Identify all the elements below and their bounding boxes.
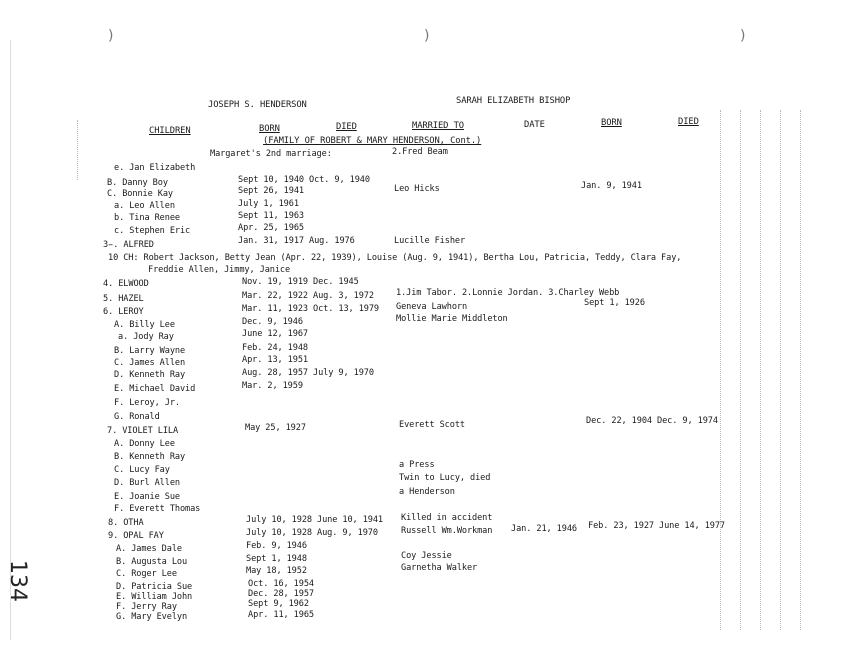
col-date: DATE xyxy=(524,120,545,130)
child-dates: May 25, 1927 xyxy=(245,423,306,433)
child-entry: C. Roger Lee xyxy=(116,569,177,579)
child-entry: F. Everett Thomas xyxy=(114,504,201,514)
child-entry: D. Kenneth Ray xyxy=(114,370,186,380)
child-dates: Mar. 11, 1923 Oct. 13, 1979 xyxy=(242,304,379,314)
spouse-name: 1.Jim Tabor. 2.Lonnie Jordan. 3.Charley Webb xyxy=(396,288,620,298)
child-dates: May 18, 1952 xyxy=(246,566,307,576)
spouse-name: Leo Hicks xyxy=(394,184,440,194)
child-dates: Apr. 13, 1951 xyxy=(242,355,308,365)
husband-name: JOSEPH S. HENDERSON xyxy=(208,100,307,110)
scan-dots xyxy=(77,120,78,180)
child-entry: 5. HAZEL xyxy=(103,294,144,304)
scan-mark: ) xyxy=(108,28,114,44)
spouse-dates: Sept 1, 1926 xyxy=(584,298,645,308)
margaret-spouse: 2.Fred Beam xyxy=(392,147,448,157)
child-dates: July 10, 1928 Aug. 9, 1970 xyxy=(246,528,378,538)
child-entry: E. Michael David xyxy=(114,384,196,394)
child-entry: A. Billy Lee xyxy=(114,320,175,330)
col-born-spouse: BORN xyxy=(601,118,622,128)
child-entry: A. James Dale xyxy=(116,544,182,554)
scan-mark: ) xyxy=(424,28,430,44)
spouse-name: Everett Scott xyxy=(399,420,465,430)
col-died: DIED xyxy=(336,122,357,132)
page-number: 134 xyxy=(5,560,30,602)
col-born: BORN xyxy=(259,124,280,134)
child-entry: 8. OTHA xyxy=(108,518,144,528)
scan-edge xyxy=(10,40,11,640)
child-entry: 9. OPAL FAY xyxy=(108,531,164,541)
spouse-name: Geneva Lawhorn xyxy=(396,302,468,312)
child-entry: A. Donny Lee xyxy=(114,439,175,449)
child-entry: a. Jody Ray xyxy=(118,332,174,342)
child-entry: E. Joanie Sue xyxy=(114,492,180,502)
child-entry: G. Mary Evelyn xyxy=(116,612,188,622)
child-entry: e. Jan Elizabeth xyxy=(114,163,196,173)
margaret-note: Margaret's 2nd marriage: xyxy=(210,149,332,159)
child-dates: Mar. 2, 1959 xyxy=(242,381,303,391)
child-entry: 6. LEROY xyxy=(103,307,144,317)
child-entry: D. Burl Allen xyxy=(114,478,180,488)
child-dates: Nov. 19, 1919 Dec. 1945 xyxy=(242,277,359,287)
child-entry: C. Lucy Fay xyxy=(114,465,170,475)
child-entry: B. Danny Boy xyxy=(107,178,168,188)
child-dates: Dec. 9, 1946 xyxy=(242,317,303,327)
child-dates: Sept 1, 1948 xyxy=(246,554,307,564)
note-text: Twin to Lucy, died xyxy=(399,473,491,483)
child-dates: Mar. 22, 1922 Aug. 3, 1972 xyxy=(242,291,374,301)
col-children: CHILDREN xyxy=(149,126,191,136)
child-entry: E. William John xyxy=(116,592,193,602)
child-dates: Sept 11, 1963 xyxy=(238,211,304,221)
scan-dots xyxy=(800,110,801,630)
child-entry: 4. ELWOOD xyxy=(103,279,149,289)
child-entry: a. Leo Allen xyxy=(114,201,175,211)
child-dates: Jan. 31, 1917 Aug. 1976 xyxy=(238,236,355,246)
child-entry: F. Leroy, Jr. xyxy=(114,398,180,408)
marriage-date: Jan. 21, 1946 xyxy=(511,524,577,534)
spouse-dates: Jan. 9, 1941 xyxy=(581,181,642,191)
child-entry: C. James Allen xyxy=(114,358,186,368)
child-entry: B. Kenneth Ray xyxy=(114,452,186,462)
child-entry: 3̵. ALFRED xyxy=(103,240,154,250)
child-dates: Apr. 25, 1965 xyxy=(238,223,304,233)
note-text: a Press xyxy=(399,460,435,470)
child-entry: B. Augusta Lou xyxy=(116,557,188,567)
spouse-name: Russell Wm.Workman xyxy=(401,526,493,536)
child-entry: C. Bonnie Kay xyxy=(107,189,173,199)
child-entry: F. Jerry Ray xyxy=(116,602,177,612)
wife-name: SARAH ELIZABETH BISHOP xyxy=(456,96,571,106)
child-entry: D. Patricia Sue xyxy=(116,582,193,592)
child-dates: Sept 9, 1962 xyxy=(248,599,309,609)
child-entry: G. Ronald xyxy=(114,412,160,422)
col-died-spouse: DIED xyxy=(678,117,699,127)
child-dates: Dec. 28, 1957 xyxy=(248,589,314,599)
scan-mark: ) xyxy=(740,28,746,44)
spouse-name: Mollie Marie Middleton xyxy=(396,314,508,324)
child-dates: Oct. 16, 1954 xyxy=(248,579,314,589)
scan-dots xyxy=(780,110,781,630)
scan-dots xyxy=(740,110,741,630)
child-dates: June 12, 1967 xyxy=(242,329,308,339)
children-list: Freddie Allen, Jimmy, Janice xyxy=(148,265,291,275)
note-text: a Henderson xyxy=(399,487,455,497)
children-list: 10 CH: Robert Jackson, Betty Jean (Apr. 22, 1939), Louise (Aug. 9, 1941), Bertha Lou, Patricia, Teddy, Clara Fay, xyxy=(108,253,682,263)
child-dates: Feb. 24, 1948 xyxy=(242,343,308,353)
child-dates: July 10, 1928 June 10, 1941 xyxy=(246,515,383,525)
spouse-name: Garnetha Walker xyxy=(401,563,478,573)
family-note: (FAMILY OF ROBERT & MARY HENDERSON, Cont.) xyxy=(263,136,482,146)
child-dates: July 1, 1961 xyxy=(238,199,299,209)
spouse-dates: Dec. 22, 1904 Dec. 9, 1974 xyxy=(586,416,718,426)
col-married-to: MARRIED TO xyxy=(412,121,464,131)
child-entry: B. Larry Wayne xyxy=(114,346,186,356)
scan-dots xyxy=(720,110,721,630)
spouse-dates: Feb. 23, 1927 June 14, 1977 xyxy=(588,521,725,531)
child-entry: b. Tina Renee xyxy=(114,213,180,223)
child-dates: Sept 10, 1940 Oct. 9, 1940 xyxy=(238,175,370,185)
child-entry: 7. VIOLET LILA xyxy=(107,426,179,436)
note-text: Killed in accident xyxy=(401,513,493,523)
spouse-name: Lucille Fisher xyxy=(394,236,466,246)
child-dates: Aug. 28, 1957 July 9, 1970 xyxy=(242,368,374,378)
spouse-name: Coy Jessie xyxy=(401,551,452,561)
scan-dots xyxy=(760,110,761,630)
child-entry: c. Stephen Eric xyxy=(114,226,191,236)
child-dates: Feb. 9, 1946 xyxy=(246,541,307,551)
child-dates: Apr. 11, 1965 xyxy=(248,610,314,620)
child-dates: Sept 26, 1941 xyxy=(238,186,304,196)
